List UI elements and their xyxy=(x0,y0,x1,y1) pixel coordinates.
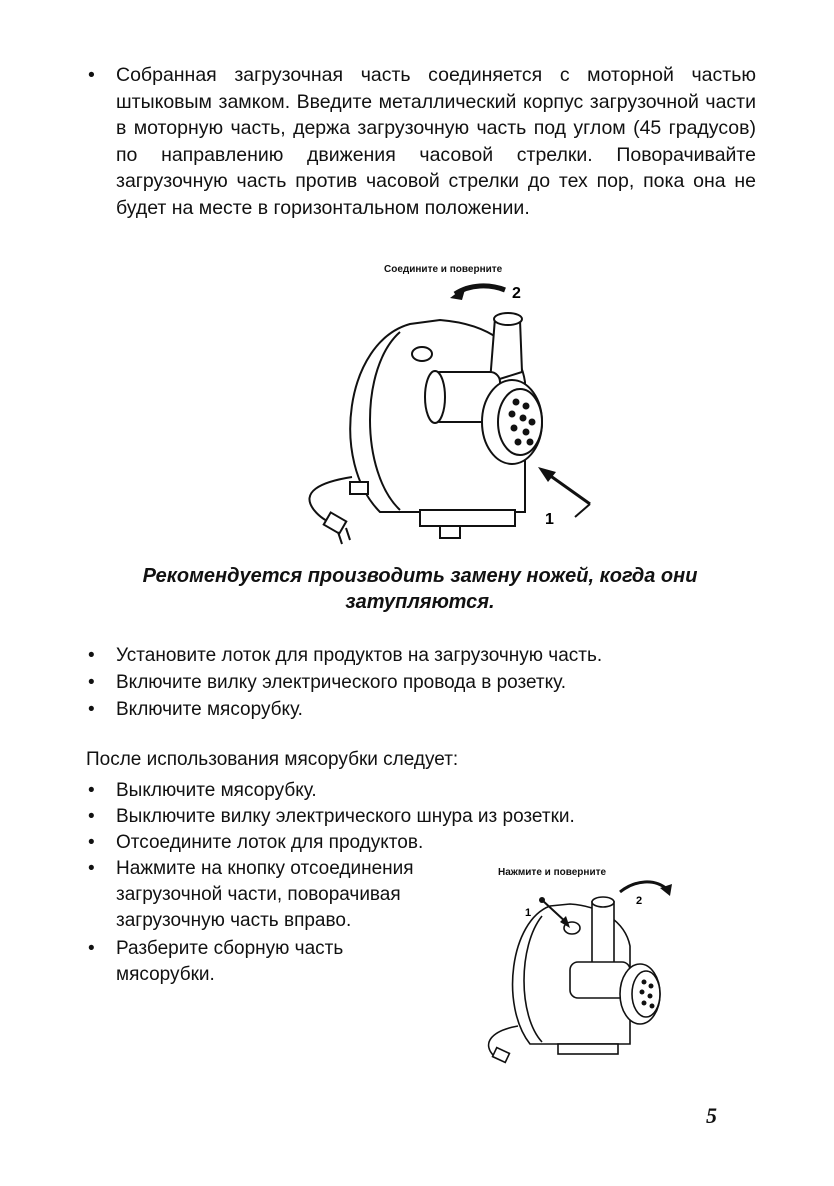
after-use-heading: После использования мясорубки следует: xyxy=(86,749,459,770)
steps-after-list xyxy=(86,778,786,856)
list-item: • Выключите вилку электрического шнура из розетки. xyxy=(86,804,786,830)
intro-list xyxy=(86,62,756,221)
figure2-label-2: 2 xyxy=(636,895,643,907)
list-item: • Нажмите на кнопку отсоединения загрузочной части, поворачивая загрузочную часть вправо. xyxy=(86,856,442,934)
figure2-label-1: 1 xyxy=(525,907,532,919)
steps-before-list xyxy=(86,642,786,723)
list-item: • Включите мясорубку. xyxy=(86,696,786,723)
list-item: • Разберите сборную часть мясорубки. xyxy=(86,936,442,988)
recommendation-line-1: Рекомендуется производить замену ножей, когда они xyxy=(142,565,698,587)
page-number: 5 xyxy=(706,1103,717,1128)
steps-after-narrow-list xyxy=(86,856,442,990)
meat-grinder-assembly-illustration xyxy=(290,272,610,557)
figure1-label-1: 1 xyxy=(545,511,554,528)
list-item: • Выключите мясорубку. xyxy=(86,778,786,804)
intro-paragraph: • Собранная загрузочная часть соединяется с моторной частью штыковым замком. Введите металлический корпус загрузочной части в моторную часть, держа загрузочную часть под углом (45 градусов) по направлению движения часовой стрелки. Поворачивайте загрузочную часть против часовой стрелки до тех пор, пока она не будет на месте в горизонтальном положении. xyxy=(86,62,756,221)
figure1-caption: Соедините и поверните xyxy=(384,264,503,275)
figure1-label-2: 2 xyxy=(512,285,521,302)
recommendation-line-2: затупляются. xyxy=(345,591,495,613)
meat-grinder-disassembly-illustration xyxy=(470,866,690,1076)
list-item: • Включите вилку электрического провода в розетку. xyxy=(86,669,786,696)
list-item: • Установите лоток для продуктов на загрузочную часть. xyxy=(86,642,786,669)
figure2-caption: Нажмите и поверните xyxy=(498,867,607,878)
list-item: • Отсоедините лоток для продуктов. xyxy=(86,830,786,856)
recommendation xyxy=(110,563,730,615)
